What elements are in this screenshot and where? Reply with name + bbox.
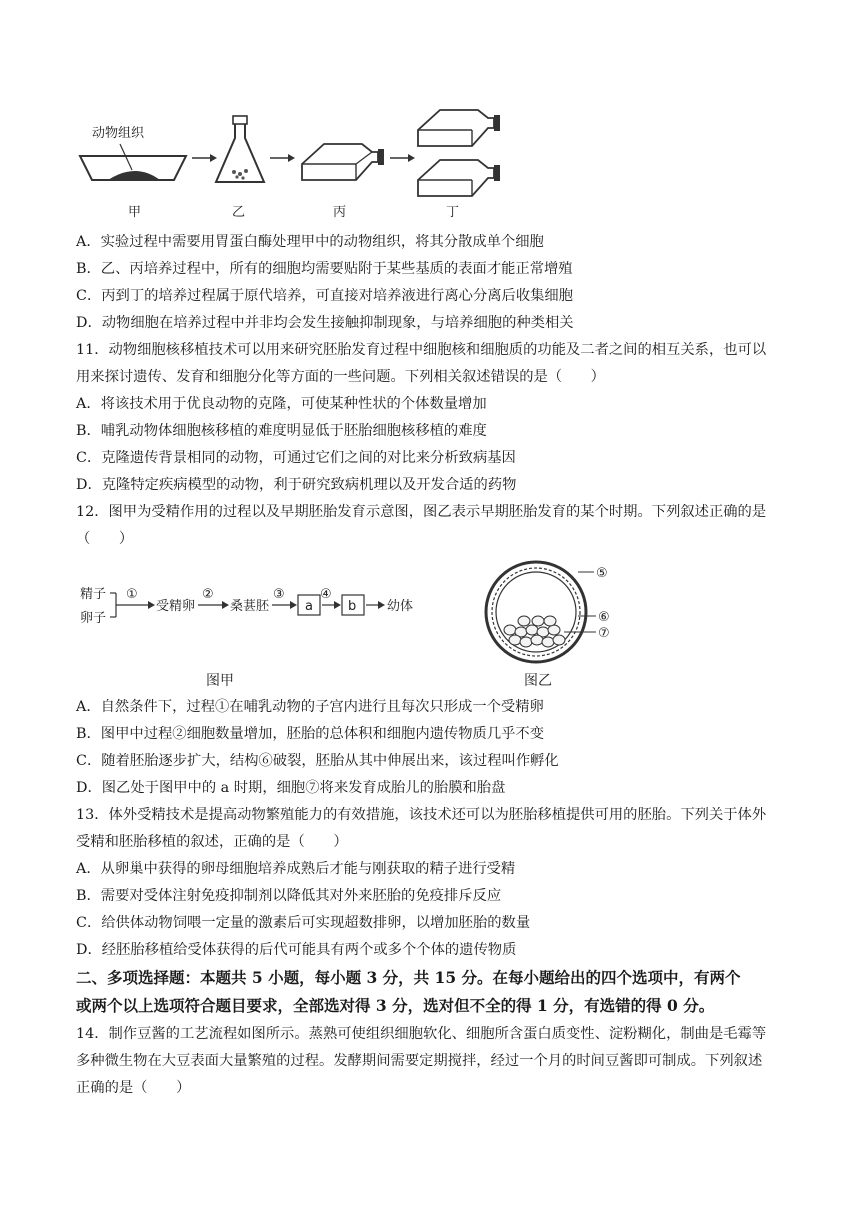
tissue-label: 动物组织 [92, 126, 145, 141]
figure-blastocyst [484, 558, 634, 668]
q11-option-d: D．克隆特定疾病模型的动物，利于研究致病机理以及开发合适的药物 [76, 477, 517, 493]
arrow-icon [366, 601, 385, 609]
q11-option-a: A．将该技术用于优良动物的克隆，可使某种性状的个体数量增加 [76, 396, 487, 412]
conical-flask-icon [216, 116, 264, 182]
step-4-label: ④ [320, 587, 332, 602]
arrow-icon [270, 154, 295, 162]
q10-option-d: D．动物细胞在培养过程中并非均会发生接触抑制现象，与培养细胞的种类相关 [76, 315, 574, 331]
q11-option-c: C．克隆遗传背景相同的动物，可通过它们之间的对比来分析致病基因 [76, 450, 516, 466]
q12-stem-line2: （ ） [76, 531, 134, 547]
q13-option-a: A．从卵巢中获得的卵母细胞培养成熟后才能与刚获取的精子进行受精 [76, 861, 516, 877]
q13-option-d: D．经胚胎移植给受体获得的后代可能具有两个或多个个体的遗传物质 [76, 942, 517, 958]
blastocyst-icon [486, 562, 586, 662]
arrow-icon [322, 601, 341, 609]
culture-bottle-icon [302, 144, 384, 180]
petri-dish-icon [80, 144, 186, 180]
label-yi: 乙 [232, 205, 246, 220]
young-label: 幼体 [387, 599, 414, 614]
section2-heading-line1: 二、多项选择题：本题共 5 小题，每小题 3 分，共 15 分。在每小题给出的四个选项中，有两个 [76, 968, 741, 987]
mark-7: ⑦ [598, 626, 610, 641]
q14-stem-line1: 14．制作豆酱的工艺流程如图所示。蒸熟可使组织细胞软化、细胞所含蛋白质变性、淀粉糊化，制曲是毛霉等 [76, 1026, 767, 1042]
q13-option-b: B．需要对受体注射免疫抑制剂以降低其对外来胚胎的免疫排斥反应 [76, 888, 502, 904]
q11-stem-line2: 用来探讨遗传、发育和细胞分化等方面的一些问题。下列相关叙述错误的是（ ） [76, 369, 605, 385]
mark-6: ⑥ [598, 610, 610, 625]
step-3-label: ③ [273, 587, 285, 602]
culture-bottle-icon [418, 160, 500, 196]
q11-option-b: B．哺乳动物体细胞核移植的难度明显低于胚胎细胞核移植的难度 [76, 423, 487, 439]
q11-stem-line1: 11．动物细胞核移植技术可以用来研究胚胎发育过程中细胞核和细胞质的功能及二者之间的相互关系，也可以 [76, 342, 767, 358]
box-a-label: a [305, 599, 313, 614]
arrow-icon [272, 601, 297, 609]
q13-option-c: C．给供体动物饲喂一定量的激素后可实现超数排卵，以增加胚胎的数量 [76, 915, 531, 931]
q10-option-a: A．实验过程中需要用胃蛋白酶处理甲中的动物组织，将其分散成单个细胞 [76, 234, 544, 250]
q12-option-c: C．随着胚胎逐步扩大，结构⑥破裂，胚胎从其中伸展出来，该过程叫作孵化 [76, 753, 559, 769]
label-jia: 甲 [128, 205, 142, 220]
q10-option-b: B．乙、丙培养过程中，所有的细胞均需要贴附于某些基质的表面才能正常增殖 [76, 261, 573, 277]
arrow-icon [198, 601, 229, 609]
arrow-icon [192, 154, 217, 162]
q12-option-b: B．图甲中过程②细胞数量增加，胚胎的总体积和细胞内遗传物质几乎不变 [76, 726, 545, 742]
q14-stem-line3: 正确的是（ ） [76, 1080, 191, 1096]
q14-stem-line2: 多种微生物在大豆表面大量繁殖的过程。发酵期间需要定期搅拌，经过一个月的时间豆酱即可制成。下列叙述 [76, 1053, 763, 1069]
morula-label: 桑葚胚 [230, 599, 270, 614]
q12-stem-line1: 12．图甲为受精作用的过程以及早期胚胎发育示意图，图乙表示早期胚胎发育的某个时期。下列叙述正确的是 [76, 504, 767, 520]
culture-bottle-icon [418, 110, 500, 146]
egg-label: 卵子 [80, 611, 107, 626]
label-ding: 丁 [446, 205, 460, 220]
q12-option-d: D．图乙处于图甲中的 a 时期，细胞⑦将来发育成胎儿的胎膜和胎盘 [76, 780, 506, 796]
figure-fertilization-flow [80, 576, 430, 636]
section2-heading-line2: 或两个以上选项符合题目要求，全部选对得 3 分，选对但不全的得 1 分，有选错的得 0 分。 [76, 996, 715, 1015]
label-bing: 丙 [333, 205, 347, 220]
q13-stem-line1: 13．体外受精技术是提高动物繁殖能力的有效措施，该技术还可以为胚胎移植提供可用的胚胎。下列关于体外 [76, 807, 767, 823]
box-b-label: b [348, 599, 357, 614]
figure-cell-culture [76, 104, 516, 222]
step-2-label: ② [202, 587, 214, 602]
q10-option-c: C．丙到丁的培养过程属于原代培养，可直接对培养液进行离心分离后收集细胞 [76, 288, 574, 304]
q12-option-a: A．自然条件下，过程①在哺乳动物的子宫内进行且每次只形成一个受精卵 [76, 699, 544, 715]
q13-stem-line2: 受精和胚胎移植的叙述，正确的是（ ） [76, 834, 348, 850]
caption-fig-a: 图甲 [206, 673, 234, 689]
step-1-label: ① [126, 587, 138, 602]
arrow-icon [390, 154, 415, 162]
caption-fig-b: 图乙 [524, 673, 552, 689]
mark-5: ⑤ [596, 566, 608, 581]
sperm-label: 精子 [80, 587, 107, 602]
fertilized-egg-label: 受精卵 [156, 599, 196, 614]
